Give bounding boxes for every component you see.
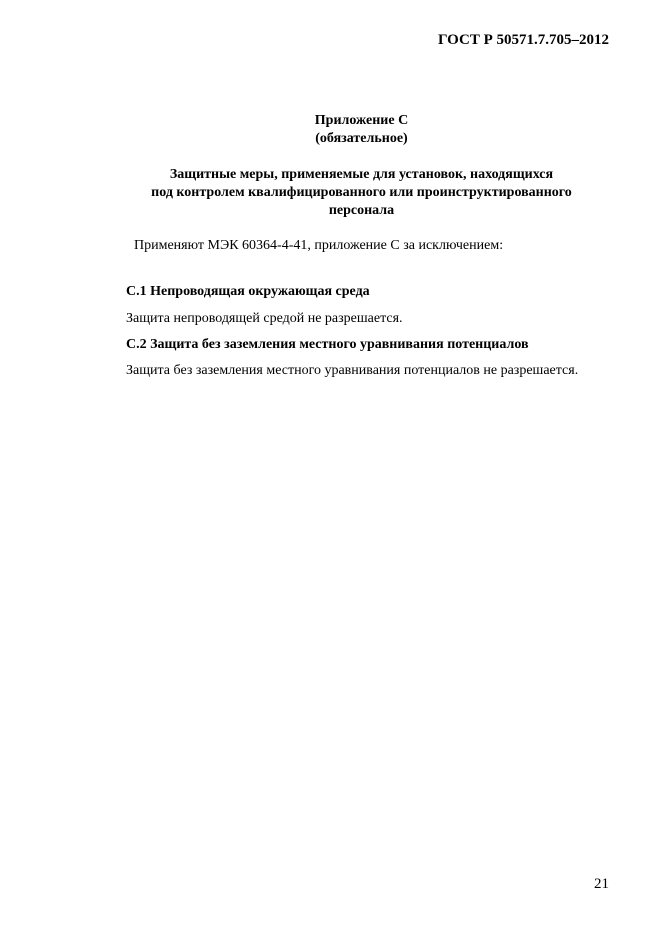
appendix-title (60, 166, 661, 220)
title-line-2: под контролем квалифицированного или проинструктированного (151, 185, 572, 200)
document-code: ГОСТ Р 50571.7.705–2012 (437, 32, 609, 48)
appendix-label: Приложение С (314, 113, 409, 128)
title-line-1: Защитные меры, применяемые для установок, находящихся (169, 167, 554, 182)
intro-paragraph: Применяют МЭК 60364-4-41, приложение С за исключением: (134, 238, 504, 253)
section-c2-heading: С.2 Защита без заземления местного уравнивания потенциалов (126, 337, 529, 352)
appendix-header (100, 112, 623, 148)
section-c1-heading: С.1 Непроводящая окружающая среда (126, 284, 370, 299)
page-number: 21 (594, 876, 609, 892)
section-c1-text: Защита непроводящей средой не разрешается. (126, 311, 403, 326)
title-line-3: персонала (328, 203, 395, 218)
section-c2-text: Защита без заземления местного уравнивания потенциалов не разрешается. (126, 363, 579, 378)
appendix-status: (обязательное) (315, 131, 408, 146)
